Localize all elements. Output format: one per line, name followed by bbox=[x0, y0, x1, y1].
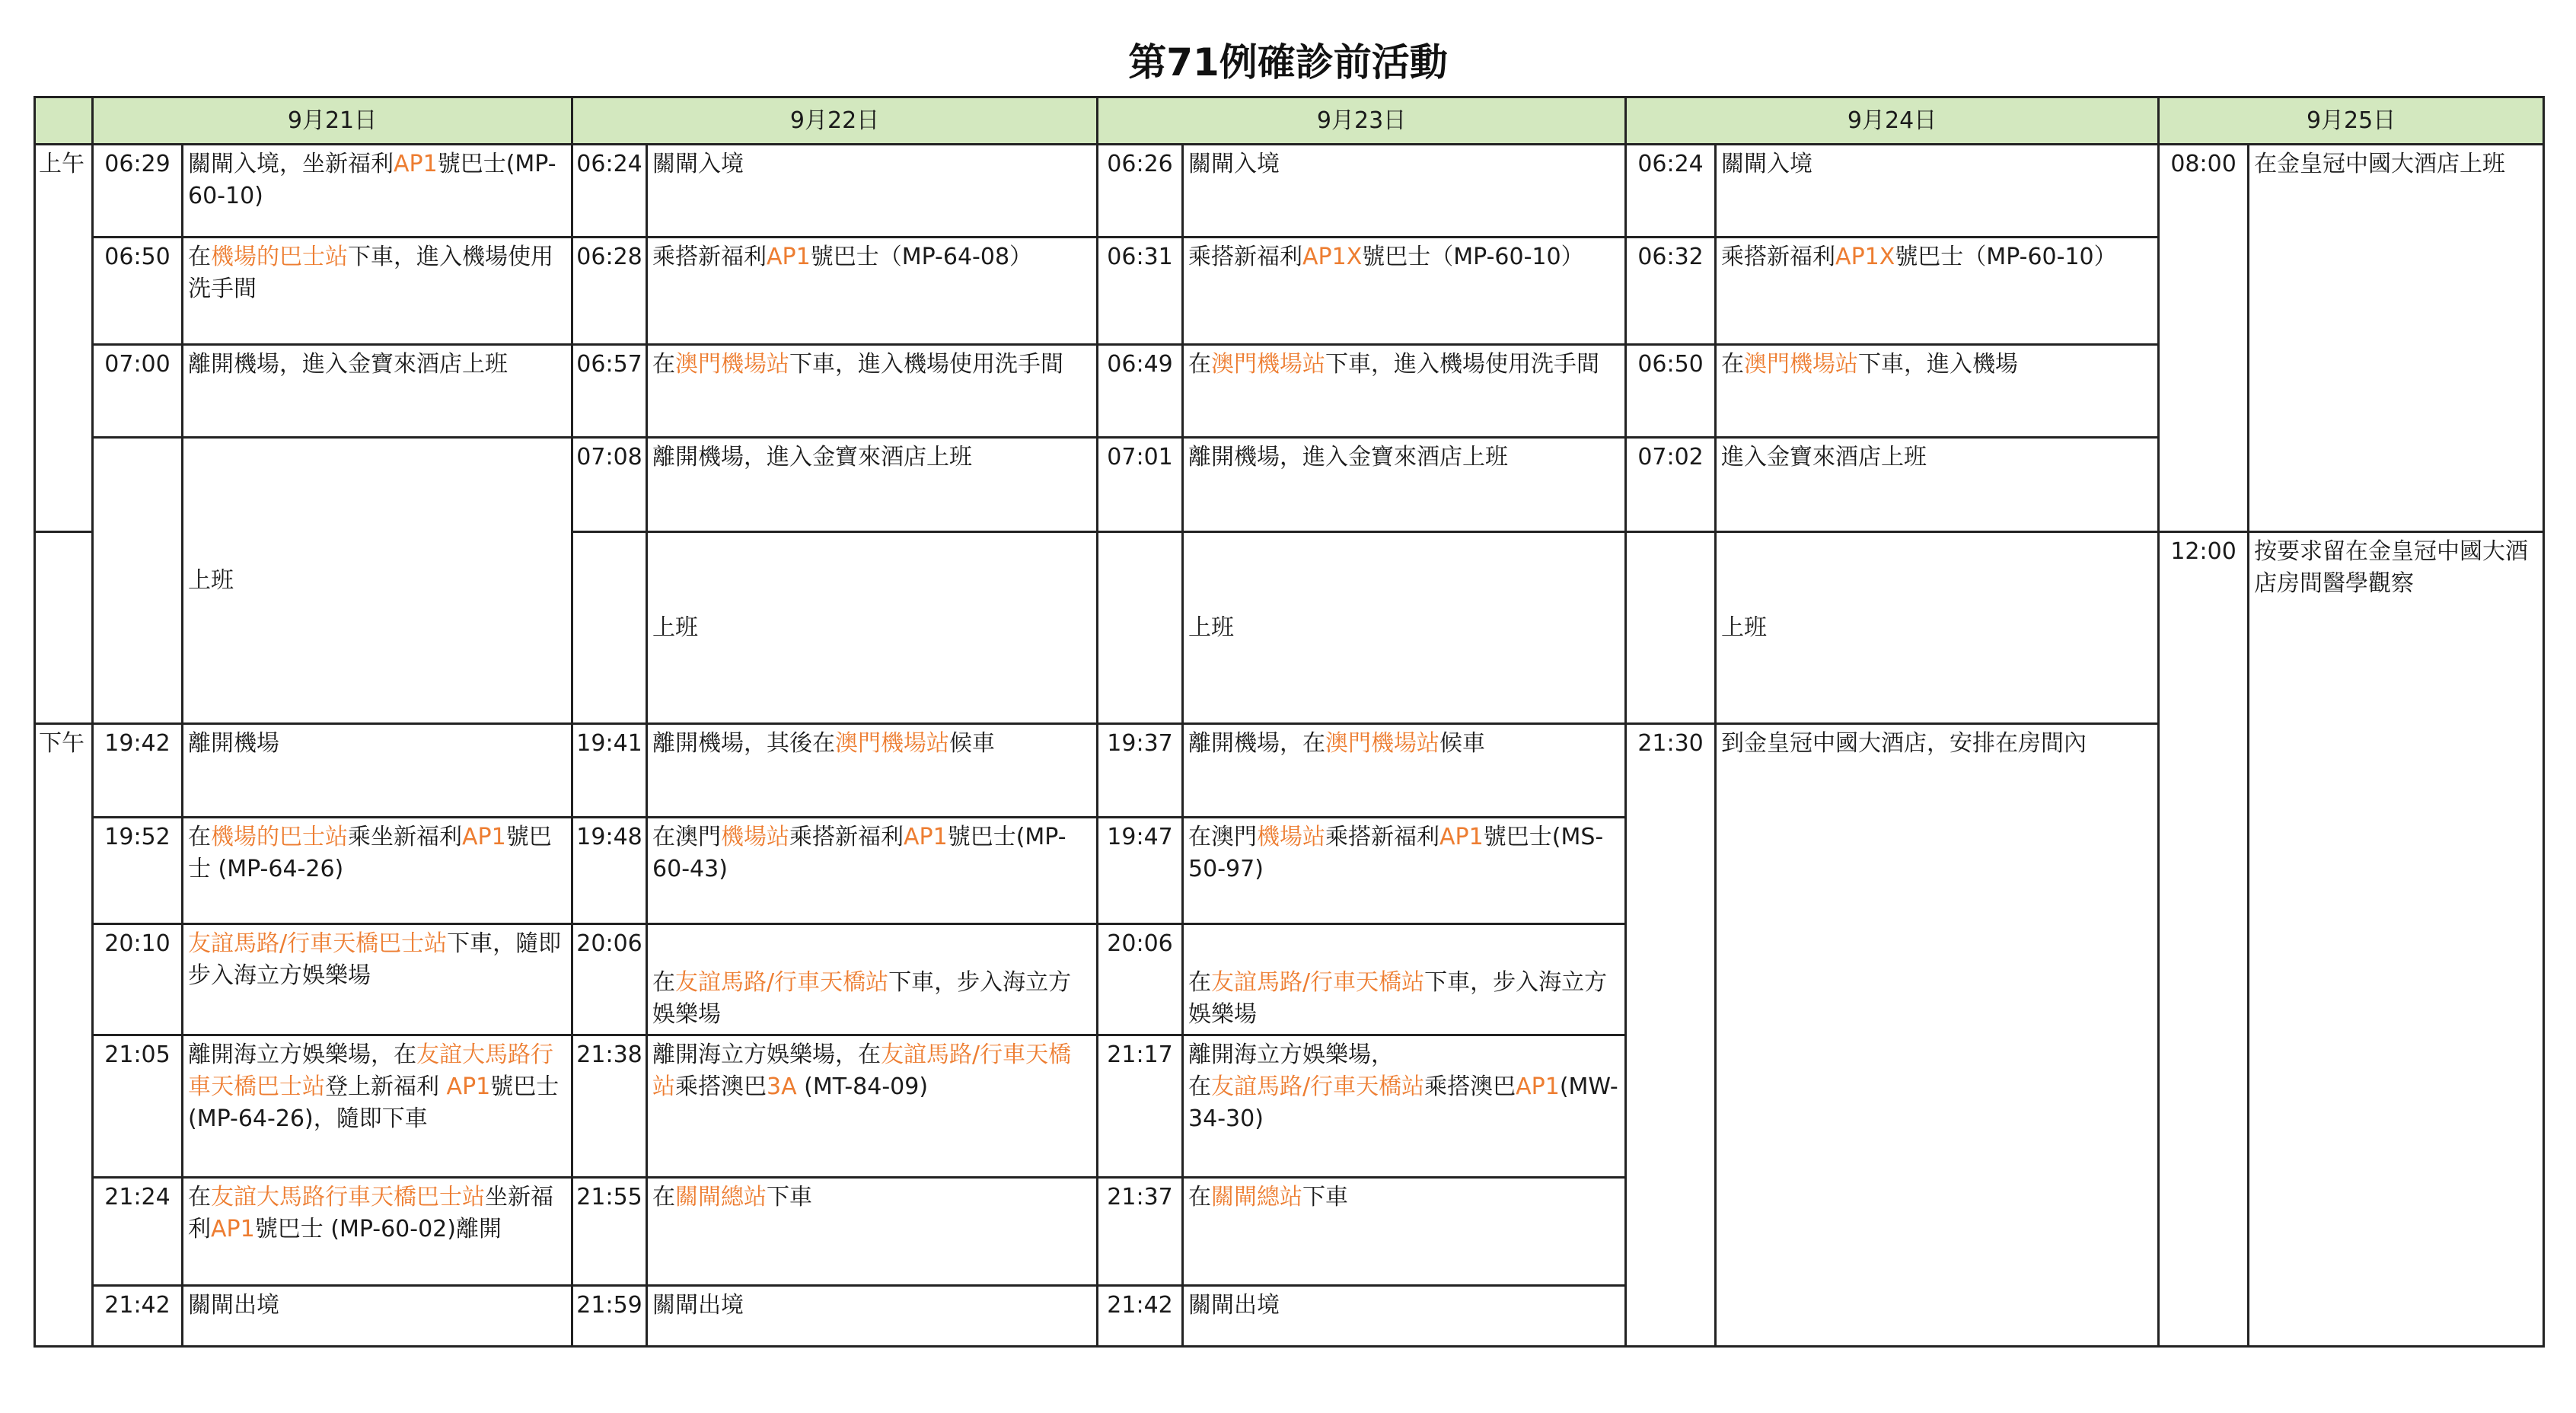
time-cell-empty bbox=[1626, 532, 1716, 724]
day-header-1: 9月21日 bbox=[93, 97, 572, 145]
time-cell: 06:32 bbox=[1626, 238, 1716, 344]
time-cell: 06:57 bbox=[572, 344, 647, 437]
activity-cell: 在澳門機場站下車，進入機場 bbox=[1716, 344, 2159, 437]
time-cell: 19:52 bbox=[93, 817, 183, 923]
activity-cell: 乘搭新福利AP1X號巴士（MP-60-10） bbox=[1716, 238, 2159, 344]
time-cell: 06:28 bbox=[572, 238, 647, 344]
activity-cell: 在澳門機場站下車，進入機場使用洗手間 bbox=[647, 344, 1098, 437]
activity-cell: 在機場的巴士站乘坐新福利AP1號巴士 (MP-64-26) bbox=[183, 817, 572, 923]
time-cell: 06:49 bbox=[1098, 344, 1183, 437]
time-cell: 20:10 bbox=[93, 923, 183, 1035]
period-spacer bbox=[35, 532, 93, 724]
time-cell: 21:37 bbox=[1098, 1177, 1183, 1285]
activity-cell: 上班 bbox=[1183, 532, 1626, 724]
activity-cell: 上班 bbox=[183, 437, 572, 724]
time-cell-empty bbox=[93, 437, 183, 724]
activity-cell: 離開海立方娛樂場，在友誼馬路/行車天橋站乘搭澳巴3A (MT-84-09) bbox=[647, 1035, 1098, 1177]
period-pm: 下午 bbox=[35, 724, 93, 1347]
activity-cell: 乘搭新福利AP1X號巴士（MP-60-10） bbox=[1183, 238, 1626, 344]
time-cell: 21:05 bbox=[93, 1035, 183, 1177]
time-cell: 06:31 bbox=[1098, 238, 1183, 344]
activity-cell: 離開機場，其後在澳門機場站候車 bbox=[647, 724, 1098, 817]
time-cell: 06:50 bbox=[1626, 344, 1716, 437]
day-header-5: 9月25日 bbox=[2159, 97, 2544, 145]
activity-cell: 在澳門機場站乘搭新福利AP1號巴士(MP-60-43) bbox=[647, 817, 1098, 923]
time-cell: 19:37 bbox=[1098, 724, 1183, 817]
time-cell: 07:00 bbox=[93, 344, 183, 437]
activity-cell: 關閘入境 bbox=[1716, 145, 2159, 238]
activity-cell: 上班 bbox=[1716, 532, 2159, 724]
time-cell: 21:30 bbox=[1626, 724, 1716, 1347]
page-title: 第71例確診前活動 bbox=[1128, 40, 1448, 85]
time-cell: 06:24 bbox=[1626, 145, 1716, 238]
activity-cell: 離開機場，在澳門機場站候車 bbox=[1183, 724, 1626, 817]
activity-cell: 進入金寶來酒店上班 bbox=[1716, 437, 2159, 531]
activity-cell: 乘搭新福利AP1號巴士（MP-64-08） bbox=[647, 238, 1098, 344]
activity-cell: 在澳門機場站乘搭新福利AP1號巴士(MS-50-97) bbox=[1183, 817, 1626, 923]
activity-cell: 離開機場，進入金寶來酒店上班 bbox=[183, 344, 572, 437]
period-am: 上午 bbox=[35, 145, 93, 532]
activity-cell: 在澳門機場站下車，進入機場使用洗手間 bbox=[1183, 344, 1626, 437]
day-header-2: 9月22日 bbox=[572, 97, 1098, 145]
time-cell: 20:06 bbox=[572, 923, 647, 1035]
activity-cell: 到金皇冠中國大酒店，安排在房間內 bbox=[1716, 724, 2159, 1347]
time-cell: 07:08 bbox=[572, 437, 647, 531]
time-cell: 20:06 bbox=[1098, 923, 1183, 1035]
time-cell: 06:29 bbox=[93, 145, 183, 238]
time-cell: 21:42 bbox=[1098, 1285, 1183, 1346]
activity-cell: 關閘入境，坐新福利AP1號巴士(MP-60-10) bbox=[183, 145, 572, 238]
time-cell-empty bbox=[1098, 532, 1183, 724]
activity-cell: 離開機場，進入金寶來酒店上班 bbox=[1183, 437, 1626, 531]
activity-cell: 在關閘總站下車 bbox=[1183, 1177, 1626, 1285]
time-cell: 19:42 bbox=[93, 724, 183, 817]
time-cell: 21:59 bbox=[572, 1285, 647, 1346]
time-cell: 19:47 bbox=[1098, 817, 1183, 923]
time-cell: 07:01 bbox=[1098, 437, 1183, 531]
activity-cell: 關閘出境 bbox=[1183, 1285, 1626, 1346]
activity-cell: 關閘入境 bbox=[1183, 145, 1626, 238]
activity-cell: 離開機場，進入金寶來酒店上班 bbox=[647, 437, 1098, 531]
time-cell: 21:38 bbox=[572, 1035, 647, 1177]
time-cell: 21:17 bbox=[1098, 1035, 1183, 1177]
time-cell: 08:00 bbox=[2159, 145, 2249, 532]
activity-cell: 按要求留在金皇冠中國大酒店房間醫學觀察 bbox=[2249, 532, 2544, 1347]
time-cell: 06:26 bbox=[1098, 145, 1183, 238]
header-corner bbox=[35, 97, 93, 145]
activity-cell: 在關閘總站下車 bbox=[647, 1177, 1098, 1285]
activity-cell: 在機場的巴士站下車，進入機場使用洗手間 bbox=[183, 238, 572, 344]
activity-cell: 離開機場 bbox=[183, 724, 572, 817]
time-cell: 06:24 bbox=[572, 145, 647, 238]
time-cell: 21:42 bbox=[93, 1285, 183, 1346]
day-header-3: 9月23日 bbox=[1098, 97, 1626, 145]
activity-cell: 上班 bbox=[647, 532, 1098, 724]
activity-cell: 離開海立方娛樂場， 在友誼馬路/行車天橋站乘搭澳巴AP1(MW-34-30) bbox=[1183, 1035, 1626, 1177]
time-cell-empty bbox=[572, 532, 647, 724]
time-cell: 19:41 bbox=[572, 724, 647, 817]
time-cell: 07:02 bbox=[1626, 437, 1716, 531]
activity-cell: 關閘出境 bbox=[183, 1285, 572, 1346]
activity-cell: 關閘出境 bbox=[647, 1285, 1098, 1346]
day-header-4: 9月24日 bbox=[1626, 97, 2159, 145]
time-cell: 06:50 bbox=[93, 238, 183, 344]
activity-cell: 關閘入境 bbox=[647, 145, 1098, 238]
time-cell: 19:48 bbox=[572, 817, 647, 923]
activity-cell: 在友誼馬路/行車天橋站下車，步入海立方娛樂場 bbox=[1183, 923, 1626, 1035]
time-cell: 21:24 bbox=[93, 1177, 183, 1285]
activity-cell: 在友誼大馬路行車天橋巴士站坐新福利AP1號巴士 (MP-60-02)離開 bbox=[183, 1177, 572, 1285]
activity-cell: 在友誼馬路/行車天橋站下車，步入海立方娛樂場 bbox=[647, 923, 1098, 1035]
activity-cell: 離開海立方娛樂場，在友誼大馬路行車天橋巴士站登上新福利 AP1號巴士 (MP-64-26)，隨即下車 bbox=[183, 1035, 572, 1177]
time-cell: 21:55 bbox=[572, 1177, 647, 1285]
activity-cell: 在金皇冠中國大酒店上班 bbox=[2249, 145, 2544, 532]
activity-table bbox=[33, 96, 2545, 1348]
time-cell: 12:00 bbox=[2159, 532, 2249, 1347]
activity-cell: 友誼馬路/行車天橋巴士站下車，隨即步入海立方娛樂場 bbox=[183, 923, 572, 1035]
